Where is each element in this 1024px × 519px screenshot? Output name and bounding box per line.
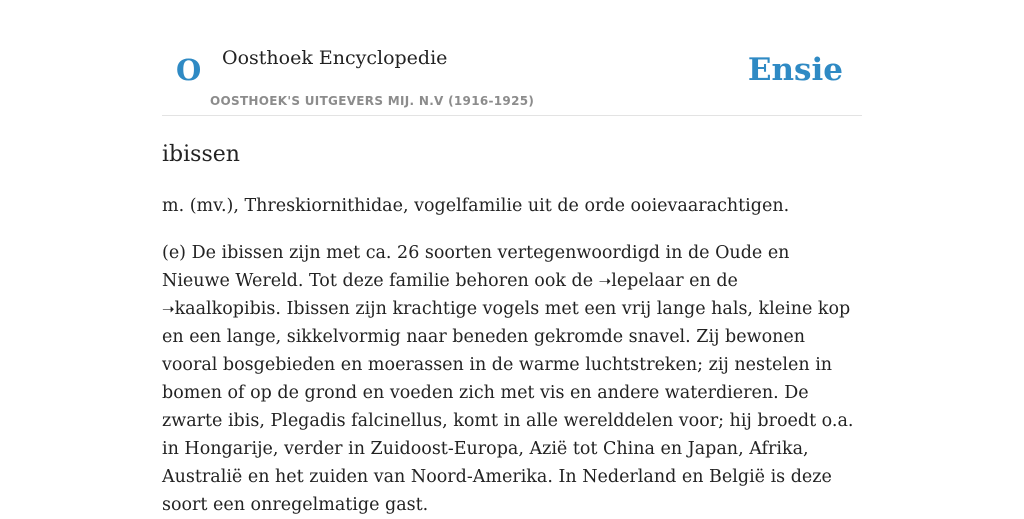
brand-logo[interactable]: Ensie <box>747 52 843 88</box>
xref-link-kaalkopibis[interactable]: kaalkopibis <box>174 299 276 319</box>
xref-link-lepelaar[interactable]: lepelaar <box>611 271 684 291</box>
body-text-part-1: (e) De ibissen zijn met ca. 26 soorten vertegenwoordigd in de Oude en Nieuwe Wereld. Tot deze familie behoren ook de <box>162 243 790 291</box>
entry-body <box>162 239 862 519</box>
page-container <box>162 0 862 519</box>
site-header <box>162 0 862 116</box>
publisher-subtitle: OOSTHOEK'S UITGEVERS MIJ. N.V (1916-1925) <box>210 94 535 108</box>
entry-definition: m. (mv.), Threskiornithidae, vogelfamilie uit de orde ooievaarachtigen. <box>162 196 790 216</box>
entry-title: ibissen <box>162 142 240 167</box>
arrow-right-icon: ➝ <box>598 272 612 290</box>
body-text-part-2: en de <box>683 271 738 291</box>
body-text-part-3: . Ibissen zijn krachtige vogels met een vrij lange hals, kleine kop en een lange, sikkelvormig naar beneden gekromde snavel. Zij bewonen vooral bosgebieden en moerassen in de warme luchtstreken; zij nestelen in bomen of op de grond en voeden zich met vis en andere waterdieren. De zwarte ibis, Plegadis falcinellus, komt in alle werelddelen voor; hij broedt o.a. in Hongarije, verder in Zuidoost-Europa, Azië tot China en Japan, Afrika, Australië en het zuiden van Noord-Amerika. In Nederland en België is deze soort een onregelmatige gast. <box>162 299 854 515</box>
logo-icon[interactable]: O <box>176 53 202 87</box>
site-title[interactable]: Oosthoek Encyclopedie <box>222 47 448 69</box>
arrow-right-icon: ➝ <box>162 300 175 318</box>
